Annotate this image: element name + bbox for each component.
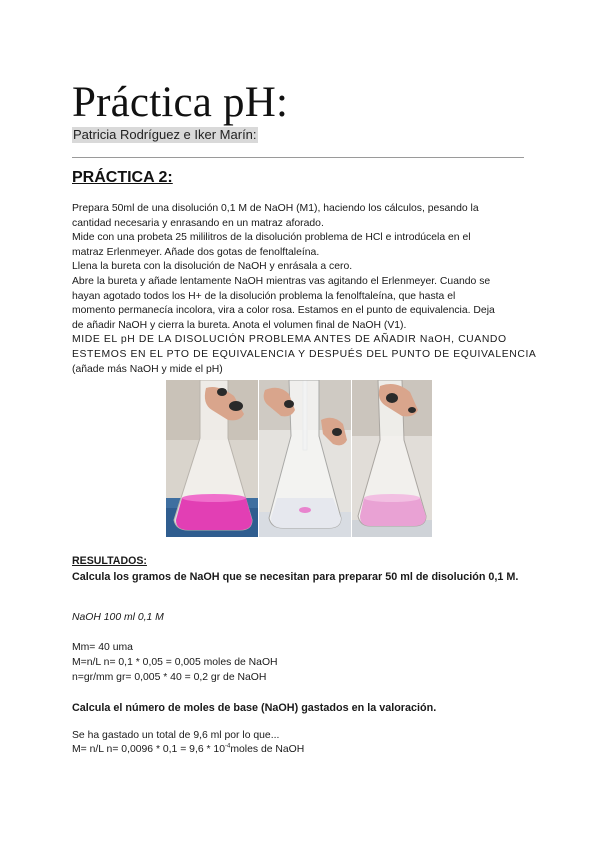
given-data: NaOH 100 ml 0,1 M [72, 612, 164, 623]
instruction-note: (añade más NaOH y mide el pH) [72, 363, 223, 375]
instruction-line: hayan agotado todos los H+ de la disolución problema la fenolftaleína, que hasta el [72, 290, 456, 302]
flask-light-pink-solution-photo [352, 380, 432, 537]
instruction-line: momento permanecía incolora, vira a color rosa. Estamos en el punto de equivalencia. Deja [72, 305, 495, 317]
instruction-line-uppercase: MIDE EL pH DE LA DISOLUCIÓN PROBLEMA ANTES DE AÑADIR NaOH, CUANDO [72, 334, 507, 346]
calc-line: Mm= 40 uma [72, 642, 133, 653]
instruction-line: Abre la bureta y añade lentamente NaOH mientras vas agitando el Erlenmeyer. Cuando se [72, 275, 491, 287]
answer-formula-prefix: M= n/L n= 0,0096 * 0,1 = 9,6 * 10 [72, 744, 225, 755]
flask-dark-pink-solution-photo [166, 380, 258, 537]
instruction-line: de añadir NaOH y cierra la bureta. Anota el volumen final de NaOH (V1). [72, 319, 407, 331]
instruction-line: Prepara 50ml de una disolución 0,1 M de NaOH (M1), haciendo los cálculos, pesando la [72, 203, 479, 214]
instruction-line: matraz Erlenmeyer. Añade dos gotas de fenolftaleína. [72, 246, 320, 258]
question-2: Calcula el número de moles de base (NaOH) gastados en la valoración. [72, 702, 437, 714]
answer-line: Se ha gastado un total de 9,6 ml por lo que... [72, 730, 280, 741]
instruction-line-uppercase: ESTEMOS EN EL PTO DE EQUIVALENCIA Y DESPUÉS DEL PUNTO DE EQUIVALENCIA [72, 348, 537, 360]
instructions-paragraph [72, 202, 537, 377]
answer-formula-suffix: moles de NaOH [230, 744, 305, 755]
horizontal-divider [72, 157, 524, 158]
calc-line: n=gr/mm gr= 0,005 * 40 = 0,2 gr de NaOH [72, 672, 267, 683]
answer-exponent: -4 [225, 743, 231, 750]
calc-line: M=n/L n= 0,1 * 0,05 = 0,005 moles de NaOH [72, 657, 278, 668]
page-title: Práctica pH: [72, 79, 289, 126]
section-heading: PRÁCTICA 2: [72, 169, 173, 186]
instruction-line: Mide con una probeta 25 mililitros de la disolución problema de HCl e introdúcela en el [72, 232, 471, 244]
question-1: Calcula los gramos de NaOH que se necesitan para preparar 50 ml de disolución 0,1 M. [72, 571, 519, 583]
results-heading: RESULTADOS: [72, 555, 147, 567]
instruction-line: Llena la bureta con la disolución de NaOH y enrásala a cero. [72, 261, 353, 273]
answer-line-formula [72, 744, 304, 755]
instruction-line: cantidad necesaria y enrasando en un matraz aforado. [72, 217, 324, 229]
flask-colorless-solution-photo [259, 380, 351, 537]
authors-line: Patricia Rodríguez e Iker Marín: [73, 127, 257, 142]
